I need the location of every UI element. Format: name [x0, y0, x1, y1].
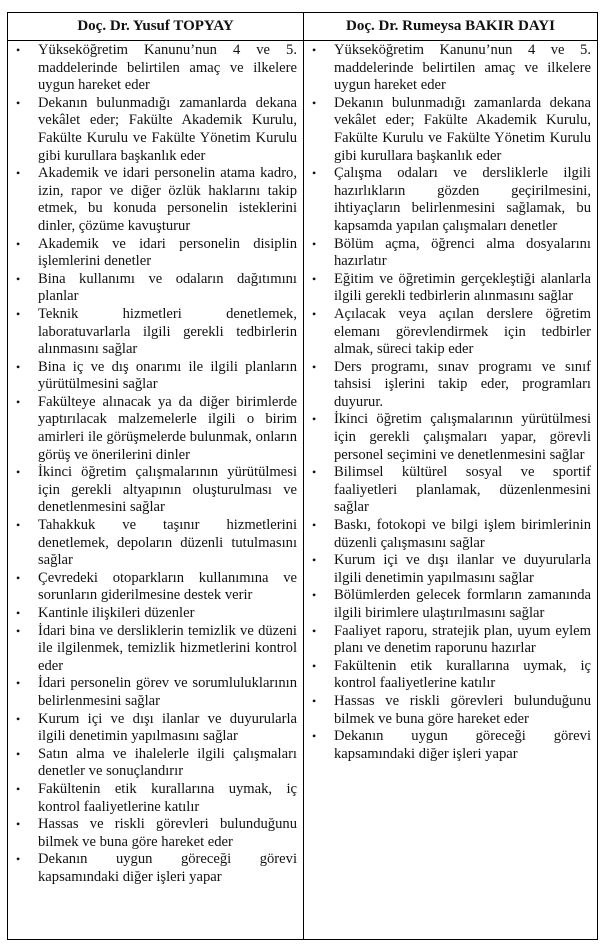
list-item	[8, 675, 297, 710]
list-item	[8, 359, 297, 394]
bullet-icon: •	[16, 271, 21, 286]
duty-text: Açılacak veya açılan derslere öğretim elemanı görevlendirmek için tedbirler almak, süreci takip eder	[334, 305, 591, 358]
bullet-icon: •	[312, 236, 317, 251]
duty-text: Faaliyet raporu, stratejik plan, uyum eylem planı ve denetim raporunu hazırlar	[334, 622, 591, 657]
list-item	[304, 306, 591, 359]
duty-text: İdari bina ve dersliklerin temizlik ve düzeni ile ilgilenmek, temizlik hizmetlerini kontrol eder	[38, 622, 297, 674]
list-item	[304, 587, 591, 622]
column-header-rumeysa-bakir-dayi: Doç. Dr. Rumeysa BAKIR DAYI	[346, 18, 555, 34]
list-item	[8, 95, 297, 165]
bullet-icon: •	[16, 95, 21, 110]
duty-text: Fakültenin etik kurallarına uymak, iç kontrol faaliyetlerine katılır	[38, 780, 297, 815]
list-item	[8, 816, 297, 851]
duty-text: İdari personelin görev ve sorumluluklarının belirlenmesini sağlar	[38, 675, 297, 709]
bullet-icon: •	[312, 43, 317, 57]
duties-table	[7, 12, 598, 940]
duty-text: Dekanın uygun göreceği görevi kapsamındaki diğer işleri yapar	[334, 728, 591, 762]
duties-column-right	[304, 41, 597, 939]
bullet-icon: •	[16, 781, 21, 796]
duty-text: Kurum içi ve dışı ilanlar ve duyurularla ilgili denetimin yapılmasını sağlar	[38, 710, 297, 745]
duty-text: Ders programı, sınav programı ve sınıf tahsisi işlerini takip eder, programları duyurur.	[334, 358, 591, 410]
duty-text: Çalışma odaları ve dersliklerle ilgili hazırlıkların gözden geçirilmesini, ihtiyaçların belirlenmesini sağlamak, bu kapsamda yapılan çalışmaları denetler	[334, 165, 591, 234]
list-item	[304, 517, 591, 552]
list-item	[304, 464, 591, 517]
duty-text: Akademik ve idari personelin disiplin işlemlerini denetler	[38, 235, 297, 270]
list-item	[8, 781, 297, 816]
duty-text: Kantinle ilişkileri düzenler	[38, 605, 195, 621]
duty-text: Baskı, fotokopi ve bilgi işlem birimlerinin düzenli çalışmasını sağlar	[334, 517, 591, 551]
list-item	[8, 570, 297, 605]
list-item	[304, 552, 591, 587]
duty-text: Fakülteye alınacak ya da diğer birimlerde yaptırılacak malzemelerle ilgili o birim amirleri ile görüşmelerde bulunmak, onların görüş ve önerilerini dinler	[38, 393, 297, 463]
list-item	[304, 623, 591, 658]
bullet-icon: •	[16, 166, 21, 181]
bullet-icon: •	[16, 465, 21, 480]
bullet-icon: •	[16, 306, 21, 321]
list-item	[8, 623, 297, 676]
bullet-icon: •	[16, 676, 21, 691]
list-item	[8, 394, 297, 464]
bullet-icon: •	[312, 693, 317, 708]
list-item	[304, 42, 591, 95]
list-item	[304, 95, 591, 165]
list-item	[8, 851, 297, 886]
bullet-icon: •	[16, 359, 21, 374]
bullet-icon: •	[16, 817, 21, 832]
duty-text: Bina kullanımı ve odaların dağıtımını planlar	[38, 270, 297, 305]
duty-text: Bilimsel kültürel sosyal ve sportif faaliyetleri planlamak, düzenlenmesini sağlar	[334, 464, 591, 516]
list-item	[8, 464, 297, 517]
list-item	[304, 693, 591, 728]
duty-text: Dekanın uygun göreceği görevi kapsamındaki diğer işleri yapar	[38, 851, 297, 885]
bullet-icon: •	[312, 166, 317, 181]
duty-text: Bina iç ve dış onarımı ile ilgili planların yürütülmesini sağlar	[38, 358, 297, 393]
duty-text: Bölümlerden gelecek formların zamanında ilgili birimlere ulaştırılmasını sağlar	[334, 587, 591, 621]
list-item	[304, 165, 591, 235]
duty-text: Çevredeki otoparkların kullanımına ve sorunların giderilmesine destek verir	[38, 569, 297, 604]
bullet-icon: •	[312, 729, 317, 744]
bullet-icon: •	[16, 746, 21, 761]
column-header-yusuf-topyay: Doç. Dr. Yusuf TOPYAY	[8, 13, 304, 40]
list-item	[304, 411, 591, 464]
list-item	[8, 236, 297, 271]
duty-text: Hassas ve riskli görevleri bulunduğunu bilmek ve buna göre hareket eder	[334, 692, 591, 727]
duty-text: Bölüm açma, öğrenci alma dosyalarını hazırlatır	[334, 235, 591, 270]
bullet-icon: •	[312, 412, 317, 427]
bullet-icon: •	[312, 271, 317, 286]
list-item	[8, 306, 297, 359]
list-item	[8, 746, 297, 781]
duty-text: İkinci öğretim çalışmalarının yürütülmesi için gerekli çalışmaları yapar, görevli personel seçimini ve denetlenmesini sağlar	[334, 411, 591, 463]
list-item	[8, 517, 297, 570]
table-body-row	[8, 41, 597, 939]
bullet-icon: •	[312, 95, 317, 110]
bullet-icon: •	[16, 852, 21, 867]
duty-text: Dekanın bulunmadığı zamanlarda dekana vekâlet eder; Fakülte Akademik Kurulu, Fakülte Kurulu ve Fakülte Yönetim Kurulu gibi kurullara başkanlık eder	[334, 94, 591, 164]
bullet-icon: •	[16, 623, 21, 638]
list-item	[304, 359, 591, 412]
table-header-row	[8, 13, 597, 41]
list-item	[304, 236, 591, 271]
duty-text: Kurum içi ve dışı ilanlar ve duyurularla ilgili denetimin yapılmasını sağlar	[334, 552, 591, 586]
duty-text: Teknik hizmetleri denetlemek, laboratuvarlarla ilgili gerekli tedbirlerin alınmasını sağlar	[38, 305, 297, 358]
list-item	[8, 271, 297, 306]
bullet-icon: •	[16, 606, 21, 620]
duty-text: Dekanın bulunmadığı zamanlarda dekana vekâlet eder; Fakülte Akademik Kurulu, Fakülte Kurulu ve Fakülte Yönetim Kurulu gibi kurullara başkanlık eder	[38, 94, 297, 164]
duty-text: Yükseköğretim Kanunu’nun 4 ve 5. maddelerinde belirtilen amaç ve ilkelere uygun hareket eder	[38, 42, 297, 94]
bullet-icon: •	[16, 236, 21, 251]
duty-text: Yükseköğretim Kanunu’nun 4 ve 5. maddelerinde belirtilen amaç ve ilkelere uygun hareket eder	[334, 42, 591, 94]
duty-text: İkinci öğretim çalışmalarının yürütülmesi için gerekli altyapının oluşturulması ve denetlenmesini sağlar	[38, 464, 297, 516]
bullet-icon: •	[312, 465, 317, 480]
list-item	[8, 165, 297, 235]
bullet-icon: •	[312, 588, 317, 603]
bullet-icon: •	[312, 658, 317, 673]
bullet-icon: •	[312, 553, 317, 568]
duty-text: Fakültenin etik kurallarına uymak, iç kontrol faaliyetlerine katılır	[334, 657, 591, 692]
bullet-icon: •	[16, 570, 21, 585]
bullet-icon: •	[16, 711, 21, 726]
duties-list-right	[304, 41, 591, 763]
duty-text: Satın alma ve ihalelerle ilgili çalışmaları denetler ve sonuçlandırır	[38, 745, 297, 780]
bullet-icon: •	[16, 518, 21, 533]
list-item	[8, 711, 297, 746]
duty-text: Tahakkuk ve taşınır hizmetlerini denetlemek, depoların düzenli tutulmasını sağlar	[38, 517, 297, 569]
bullet-icon: •	[312, 623, 317, 638]
duty-text: Akademik ve idari personelin atama kadro, izin, rapor ve diğer özlük haklarını takip etmek, bu konuda personelin isteklerini dinler, çözüme kavuşturur	[38, 165, 297, 234]
bullet-icon: •	[16, 43, 21, 57]
bullet-icon: •	[312, 359, 317, 374]
duty-text: Hassas ve riskli görevleri bulunduğunu bilmek ve buna göre hareket eder	[38, 816, 297, 850]
list-item	[304, 658, 591, 693]
list-item	[304, 271, 591, 306]
bullet-icon: •	[312, 518, 317, 533]
list-item	[8, 42, 297, 95]
list-item	[304, 728, 591, 763]
duties-list-left	[8, 41, 297, 887]
duties-column-left	[8, 41, 304, 939]
duty-text: Eğitim ve öğretimin gerçekleştiği alanlarla ilgili gerekli tedbirlerin alınmasını sağlar	[334, 270, 591, 305]
list-item	[8, 605, 297, 623]
bullet-icon: •	[16, 394, 21, 409]
bullet-icon: •	[312, 306, 317, 321]
